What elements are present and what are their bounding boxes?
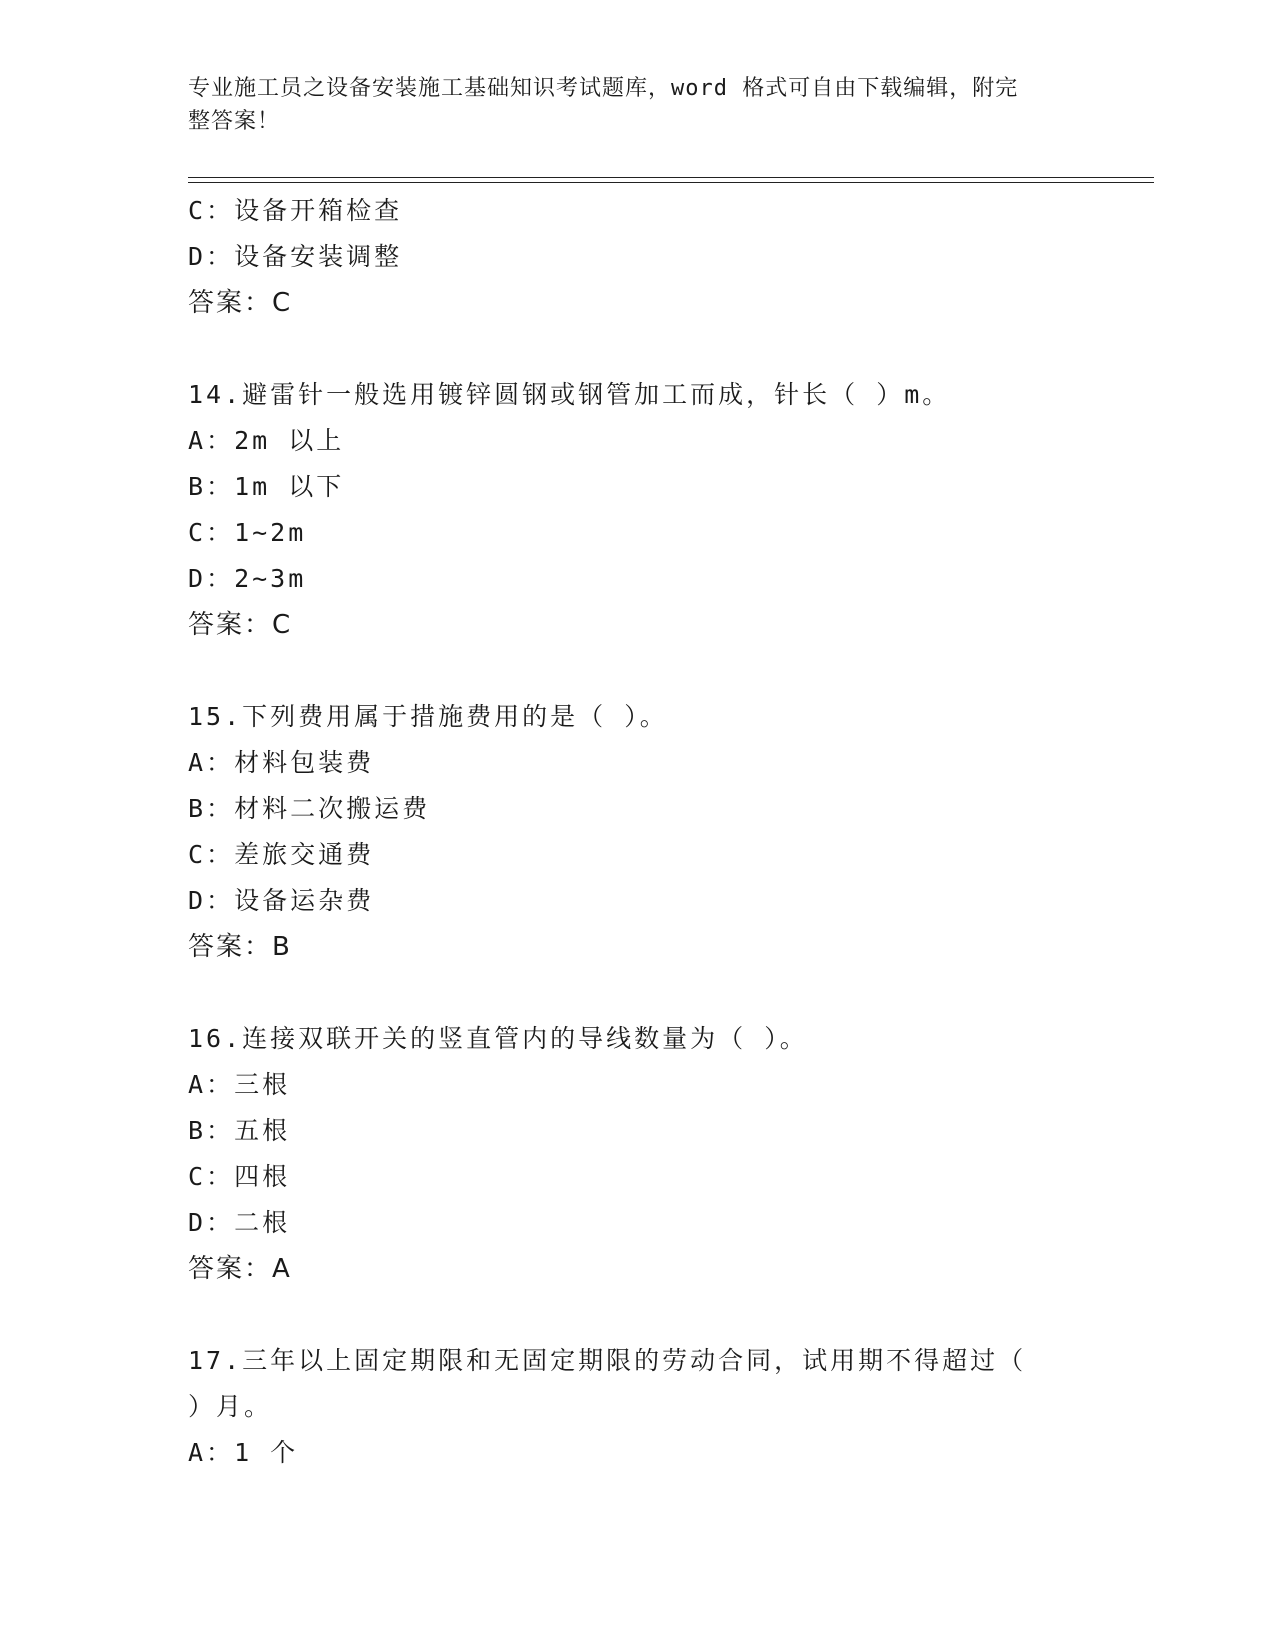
- option-d: [188, 878, 1108, 924]
- option-letter: A：: [188, 748, 235, 777]
- option-letter: C：: [188, 518, 235, 547]
- option-letter: B：: [188, 472, 235, 501]
- option-a: [188, 1062, 1108, 1108]
- question-stem-line-1: 17.三年以上固定期限和无固定期限的劳动合同，试用期不得超过（: [188, 1346, 1027, 1375]
- answer-line: 答案：B: [188, 932, 292, 962]
- option-text: 1m 以下: [234, 472, 345, 501]
- header-title-line-1: 专业施工员之设备安装施工基础知识考试题库，word 格式可自由下载编辑，附完: [188, 76, 1019, 101]
- answer-line: 答案：C: [188, 610, 293, 640]
- question-14: [188, 372, 1108, 648]
- option-b: [188, 464, 1108, 510]
- option-b: [188, 786, 1108, 832]
- option-a: [188, 740, 1108, 786]
- option-text: 1 个: [234, 1438, 299, 1467]
- option-text: 设备运杂费: [234, 886, 375, 915]
- option-a: [188, 1430, 1108, 1476]
- option-letter: C：: [188, 196, 235, 225]
- option-letter: D：: [188, 242, 235, 271]
- option-b: [188, 1108, 1108, 1154]
- question-15: [188, 694, 1108, 970]
- option-letter: D：: [188, 1208, 235, 1237]
- option-letter: A：: [188, 426, 235, 455]
- question-list: [188, 188, 1108, 1476]
- option-letter: D：: [188, 886, 235, 915]
- option-c: [188, 510, 1108, 556]
- answer-line: 答案：C: [188, 288, 293, 318]
- option-a: [188, 418, 1108, 464]
- option-c: [188, 1154, 1108, 1200]
- option-d: [188, 234, 1108, 280]
- option-text: 二根: [234, 1208, 291, 1237]
- question-13-continued: [188, 188, 1108, 326]
- option-d: [188, 1200, 1108, 1246]
- document-header: [188, 72, 1068, 138]
- option-letter: C：: [188, 840, 235, 869]
- option-letter: C：: [188, 1162, 235, 1191]
- answer-line: 答案：A: [188, 1254, 292, 1284]
- option-text: 1~2m: [234, 518, 307, 547]
- question-16: [188, 1016, 1108, 1292]
- option-text: 三根: [234, 1070, 291, 1099]
- option-d: [188, 556, 1108, 602]
- question-stem: 14.避雷针一般选用镀锌圆钢或钢管加工而成，针长（ ）m。: [188, 380, 951, 409]
- option-letter: D：: [188, 564, 235, 593]
- question-17: [188, 1338, 1108, 1476]
- option-text: 四根: [234, 1162, 291, 1191]
- header-divider-top: [188, 177, 1154, 178]
- option-letter: A：: [188, 1070, 235, 1099]
- option-text: 2~3m: [234, 564, 307, 593]
- option-letter: B：: [188, 1116, 235, 1145]
- option-letter: A：: [188, 1438, 235, 1467]
- option-text: 材料包装费: [234, 748, 375, 777]
- question-stem: 16.连接双联开关的竖直管内的导线数量为（ ）。: [188, 1024, 808, 1053]
- option-c: [188, 832, 1108, 878]
- option-text: 五根: [234, 1116, 291, 1145]
- question-stem-line-2: ）月。: [188, 1392, 273, 1421]
- option-text: 差旅交通费: [234, 840, 375, 869]
- option-text: 设备安装调整: [234, 242, 403, 271]
- option-letter: B：: [188, 794, 235, 823]
- option-c: [188, 188, 1108, 234]
- question-stem: 15.下列费用属于措施费用的是（ ）。: [188, 702, 668, 731]
- header-divider-bottom: [188, 182, 1154, 183]
- option-text: 设备开箱检查: [234, 196, 403, 225]
- header-title-line-2: 整答案！: [188, 109, 281, 134]
- option-text: 2m 以上: [234, 426, 345, 455]
- option-text: 材料二次搬运费: [234, 794, 431, 823]
